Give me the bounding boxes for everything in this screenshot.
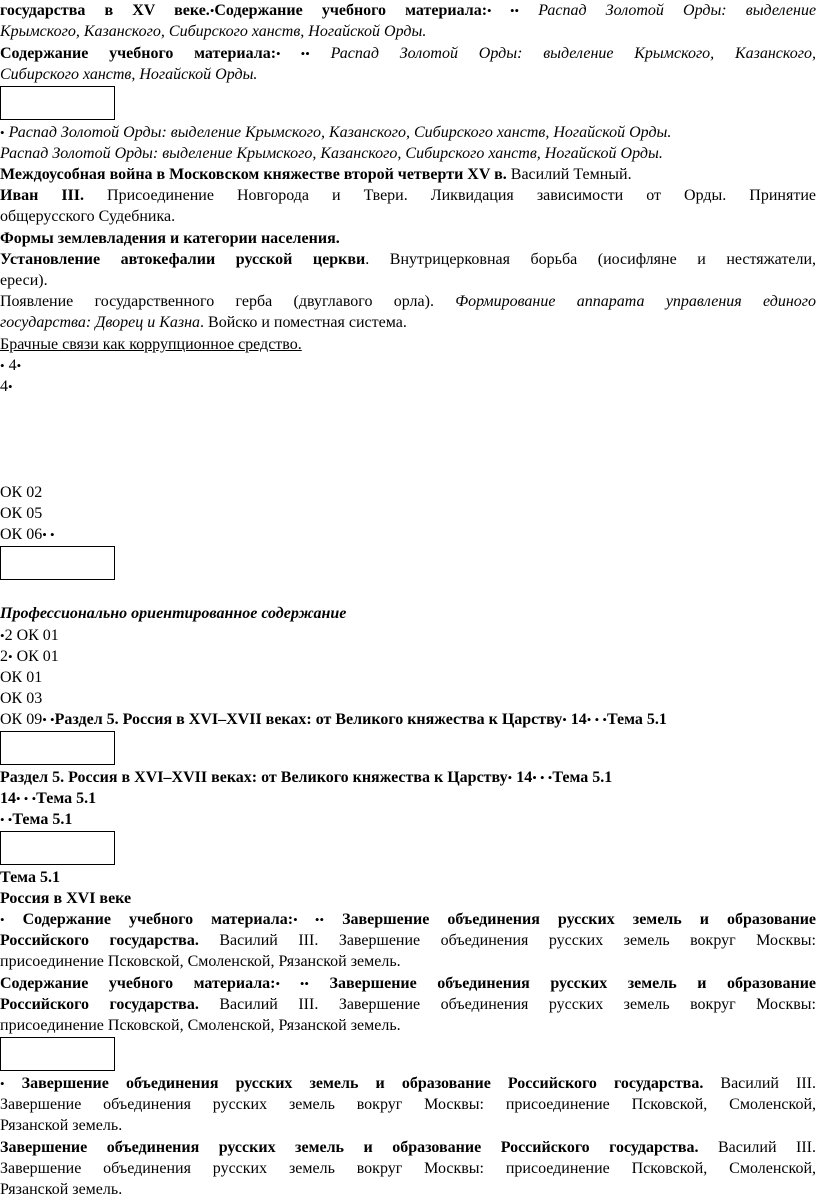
line-9: общерусского Судебника. <box>0 208 176 225</box>
line-13: Появление государственного герба (двуглавого орла). Формирование аппарата управления единого <box>0 293 816 310</box>
line-3: Содержание учебного материала:• •• Распад Золотой Орды: выделение Крымского, Казанского, <box>0 45 816 62</box>
ok-09-section-line: ОК 09• •Раздел 5. Россия в XVI–XVII веках: от Великого княжества к Царству• 14• • •Тема 5.1 <box>0 711 667 728</box>
section-5-line: Раздел 5. Россия в XVI–XVII веках: от Великого княжества к Царству• 14• • •Тема 5.1 <box>0 769 613 786</box>
russia-16-heading: Россия в XVI веке <box>0 890 132 907</box>
line-7: Междоусобная война в Московском княжестве второй четверти XV в. Василий Темный. <box>0 166 632 183</box>
tema-5-1-heading: Тема 5.1 <box>0 869 60 886</box>
empty-table-cell <box>0 831 115 865</box>
ok-03: ОК 03 <box>0 690 43 707</box>
content-line-3: присоединение Псковской, Смоленской, Рязанской земель. <box>0 953 401 970</box>
tema-line: • •Тема 5.1 <box>0 811 73 828</box>
empty-table-cell <box>0 1037 115 1071</box>
ok-01: ОК 01 <box>0 669 43 686</box>
ok-05: ОК 05 <box>0 505 43 522</box>
line-17: 4• <box>0 378 13 395</box>
line-4: Сибирского ханств, Ногайской Орды. <box>0 66 258 83</box>
content-line-2: Российского государства. Василий III. Завершение объединения русских земель вокруг Москвы: <box>0 932 816 949</box>
prof-line-2: 2• ОК 01 <box>0 648 59 665</box>
line-12: ереси). <box>0 272 48 289</box>
empty-table-cell <box>0 86 115 120</box>
ok-02: ОК 02 <box>0 484 43 501</box>
line-16: • 4• <box>0 357 22 374</box>
content-line-5: Российского государства. Василий III. Завершение объединения русских земель вокруг Москвы: <box>0 996 816 1013</box>
line-6: Распад Золотой Орды: выделение Крымского, Казанского, Сибирского ханств, Ногайской Орды. <box>0 145 663 162</box>
line-14: государства: Дворец и Казна. Войско и поместная система. <box>0 314 407 331</box>
line-1: государства в XV веке.•Содержание учебного материала:• •• Распад Золотой Орды: выделение <box>0 2 816 19</box>
empty-table-cell <box>0 546 115 580</box>
content-line-7: • Завершение объединения русских земель и образование Российского государства. Василий III. <box>0 1075 816 1092</box>
ok-06: ОК 06• • <box>0 526 55 543</box>
content-line-1: • Содержание учебного материала:• •• Завершение объединения русских земель и образование <box>0 911 816 928</box>
line-8: Иван III. Присоединение Новгорода и Твери. Ликвидация зависимости от Орды. Принятие <box>0 187 816 204</box>
line-5: • Распад Золотой Орды: выделение Крымского, Казанского, Сибирского ханств, Ногайской Орды. <box>0 124 672 141</box>
line-10: Формы землевладения и категории населения. <box>0 230 340 247</box>
line-15: Брачные связи как коррупционное средство. <box>0 336 302 353</box>
content-line-10: Завершение объединения русских земель и образование Российского государства. Василий III. <box>0 1139 816 1156</box>
content-line-11: Завершение объединения русских земель вокруг Москвы: присоединение Псковской, Смоленской, <box>0 1160 816 1177</box>
prof-heading: Профессионально ориентированное содержание <box>0 605 347 622</box>
content-line-4: Содержание учебного материала:• •• Завершение объединения русских земель и образование <box>0 975 816 992</box>
content-line-9: Рязанской земель. <box>0 1117 123 1134</box>
empty-table-cell <box>0 731 115 765</box>
content-line-12: Рязанской земель. <box>0 1181 123 1198</box>
content-line-6: присоединение Псковской, Смоленской, Рязанской земель. <box>0 1017 401 1034</box>
prof-line-1: •2 ОК 01 <box>0 627 59 644</box>
content-line-8: Завершение объединения русских земель вокруг Москвы: присоединение Псковской, Смоленской, <box>0 1096 816 1113</box>
line-2: Крымского, Казанского, Сибирского ханств, Ногайской Орды. <box>0 23 427 40</box>
n14-tema-line: 14• • •Тема 5.1 <box>0 790 97 807</box>
line-11: Установление автокефалии русской церкви. Внутрицерковная борьба (иосифляне и нестяжатели, <box>0 251 816 268</box>
